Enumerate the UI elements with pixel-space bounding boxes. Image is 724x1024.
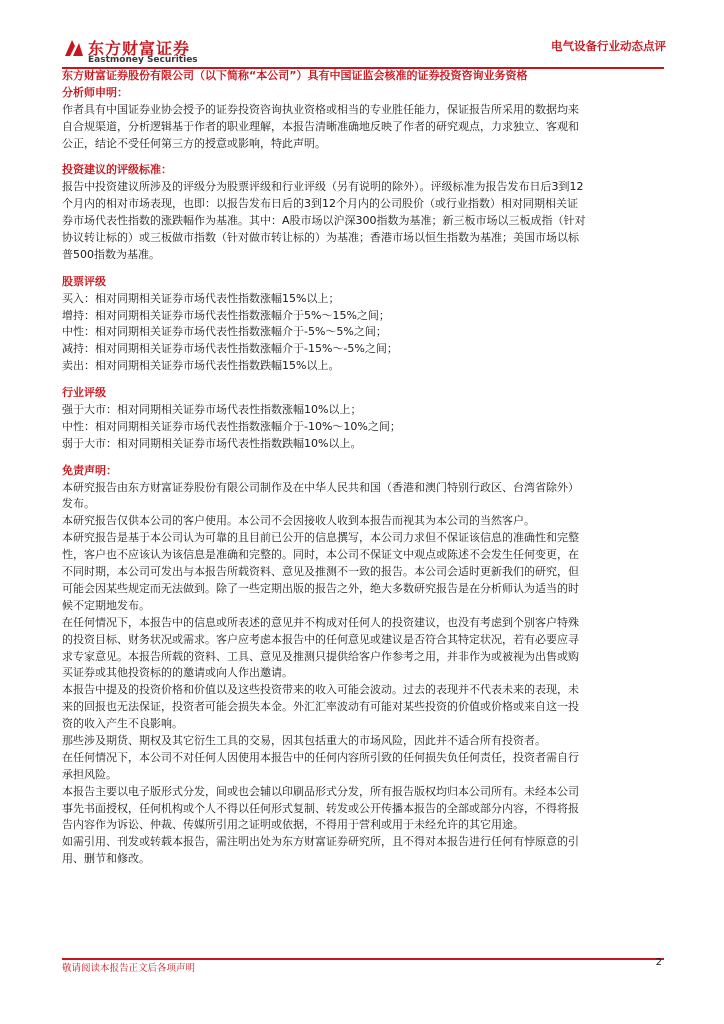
paragraph-line: 的投资目标、财务状况或需求。客户应考虑本报告中的任何意见或建议是否符合其特定状况，若有必要应寻 [62, 632, 579, 646]
rating-item: 强于大市：相对同期相关证券市场代表性指数涨幅10%以上； [62, 403, 362, 417]
page-header [62, 36, 666, 68]
disclaimer-title: 免责声明： [62, 463, 117, 477]
stock-rating-list [62, 291, 666, 375]
rating-item: 卖出：相对同期相关证券市场代表性指数跌幅15%以上。 [62, 359, 340, 373]
paragraph-line: 公正，结论不受任何第三方的授意或影响，特此声明。 [62, 136, 326, 150]
paragraph-line: 发布。 [62, 497, 95, 511]
rating-item: 中性：相对同期相关证券市场代表性指数涨幅介于-10%～10%之间； [62, 419, 401, 433]
page-number: 2 [655, 957, 662, 968]
rating-standard-body [62, 179, 666, 263]
rating-item: 减持：相对同期相关证券市场代表性指数涨幅介于-15%～-5%之间； [62, 342, 398, 356]
paragraph-line: 个月内的相对市场表现，也即：以报告发布日后的3到12个月内的公司股价（或行业指数）相对同期相关证 [62, 197, 578, 211]
paragraph-line: 本研究报告由东方财富证券股份有限公司制作及在中华人民共和国（香港和澳门特别行政区、台湾省除外） [62, 480, 579, 494]
analyst-statement-body [62, 102, 666, 153]
paragraph-line: 事先书面授权，任何机构或个人不得以任何形式复制、转发或公开传播本报告的全部或部分内容，不得将报 [62, 801, 579, 815]
paragraph-line: 不同时期，本公司可发出与本报告所载资料、意见及推测不一致的报告。本公司会适时更新我们的研究，但 [62, 565, 579, 579]
report-type-label: 电气设备行业动态点评 [551, 39, 666, 53]
paragraph-line: 性，客户也不应该认为该信息是准确和完整的。同时，本公司不保证文中观点或陈述不会发生任何变更，在 [62, 548, 579, 562]
paragraph-line: 在任何情况下，本公司不对任何人因使用本报告中的任何内容所引致的任何损失负任何责任，投资者需自行 [62, 750, 579, 764]
analyst-statement-title: 分析师申明： [62, 85, 128, 99]
paragraph-line: 资的收入产生不良影响。 [62, 717, 183, 731]
disclaimer-body [62, 480, 666, 868]
paragraph-line: 可能会因某些规定而无法做到。除了一些定期出版的报告之外，绝大多数研究报告是在分析师认为适当的时 [62, 581, 579, 595]
paragraph-line: 作者具有中国证券业协会授予的证券投资咨询执业资格或相当的专业胜任能力，保证报告所采用的数据均来 [62, 102, 579, 116]
paragraph-line: 本研究报告仅供本公司的客户使用。本公司不会因接收人收到本报告而视其为本公司的当然客户。 [62, 514, 535, 528]
report-content [62, 68, 666, 868]
paragraph-line: 如需引用、刊发或转载本报告，需注明出处为东方财富证券研究所，且不得对本报告进行任何有悖原意的引 [62, 835, 579, 849]
industry-rating-list [62, 402, 666, 453]
rating-item: 买入：相对同期相关证券市场代表性指数涨幅15%以上； [62, 291, 340, 305]
paragraph-line: 协议转让标的）或三板做市指数（针对做市转让标的）为基准；香港市场以恒生指数为基准；美国市场以标 [62, 231, 579, 245]
paragraph-line: 承担风险。 [62, 767, 117, 781]
paragraph-line: 在任何情况下，本报告中的信息或所表述的意见并不构成对任何人的投资建议，也没有考虑到个别客户特殊 [62, 615, 579, 629]
industry-rating-title: 行业评级 [62, 386, 106, 400]
stock-rating-title: 股票评级 [62, 274, 106, 288]
paragraph-line: 自合规渠道，分析逻辑基于作者的职业理解，本报告清晰准确地反映了作者的研究观点，力求独立、客观和 [62, 119, 579, 133]
logo-english-name: Eastmoney Securities [88, 55, 198, 65]
paragraph-line: 本研究报告是基于本公司认为可靠的且目前已公开的信息撰写，本公司力求但不保证该信息的准确性和完整 [62, 531, 579, 545]
paragraph-line: 本报告主要以电子版形式分发，间或也会辅以印刷品形式分发，所有报告版权均归本公司所有。未经本公司 [62, 784, 579, 798]
qualification-statement: 东方财富证券股份有限公司（以下简称“本公司”）具有中国证监会核准的证券投资咨询业务资格 [62, 69, 528, 82]
logo-chinese-name: 东方财富证券 [88, 39, 191, 58]
paragraph-line: 用、删节和修改。 [62, 852, 150, 866]
paragraph-line: 券市场代表性指数的涨跌幅作为基准。其中：A股市场以沪深300指数为基准；新三板市场以三板成指（针对 [62, 214, 586, 228]
paragraph-line: 报告中投资建议所涉及的评级分为股票评级和行业评级（另有说明的除外）。评级标准为报告发布日后3到12 [62, 180, 584, 194]
rating-item: 弱于大市：相对同期相关证券市场代表性指数跌幅10%以上。 [62, 436, 362, 450]
rating-item: 增持：相对同期相关证券市场代表性指数涨幅介于5%～15%之间； [62, 308, 390, 322]
eastmoney-logo-icon [62, 36, 86, 60]
paragraph-line: 告内容作为诉讼、仲裁、传媒所引用之证明或依据，不得用于营利或用于未经允许的其它用途。 [62, 818, 524, 832]
paragraph-line: 候不定期地发布。 [62, 598, 150, 612]
paragraph-line: 买证券或其他投资标的的邀请或向人作出邀请。 [62, 666, 293, 680]
rating-item: 中性：相对同期相关证券市场代表性指数涨幅介于-5%～5%之间； [62, 325, 387, 339]
paragraph-line: 来的回报也无法保证，投资者可能会损失本金。外汇汇率波动有可能对某些投资的价值或价格或来自这一投 [62, 700, 579, 714]
paragraph-line: 普500指数为基准。 [62, 247, 160, 261]
paragraph-line: 求专家意见。本报告所载的资料、工具、意见及推测只提供给客户作参考之用，并非作为或被视为出售或购 [62, 649, 579, 663]
company-logo [62, 36, 222, 68]
paragraph-line: 那些涉及期货、期权及其它衍生工具的交易，因其包括重大的市场风险，因此并不适合所有投资者。 [62, 733, 546, 747]
paragraph-line: 本报告中提及的投资价格和价值以及这些投资带来的收入可能会波动。过去的表现并不代表未来的表现，未 [62, 683, 579, 697]
footer-notice: 敬请阅读本报告正文后各项声明 [62, 963, 196, 974]
rating-standard-title: 投资建议的评级标准： [62, 163, 172, 177]
